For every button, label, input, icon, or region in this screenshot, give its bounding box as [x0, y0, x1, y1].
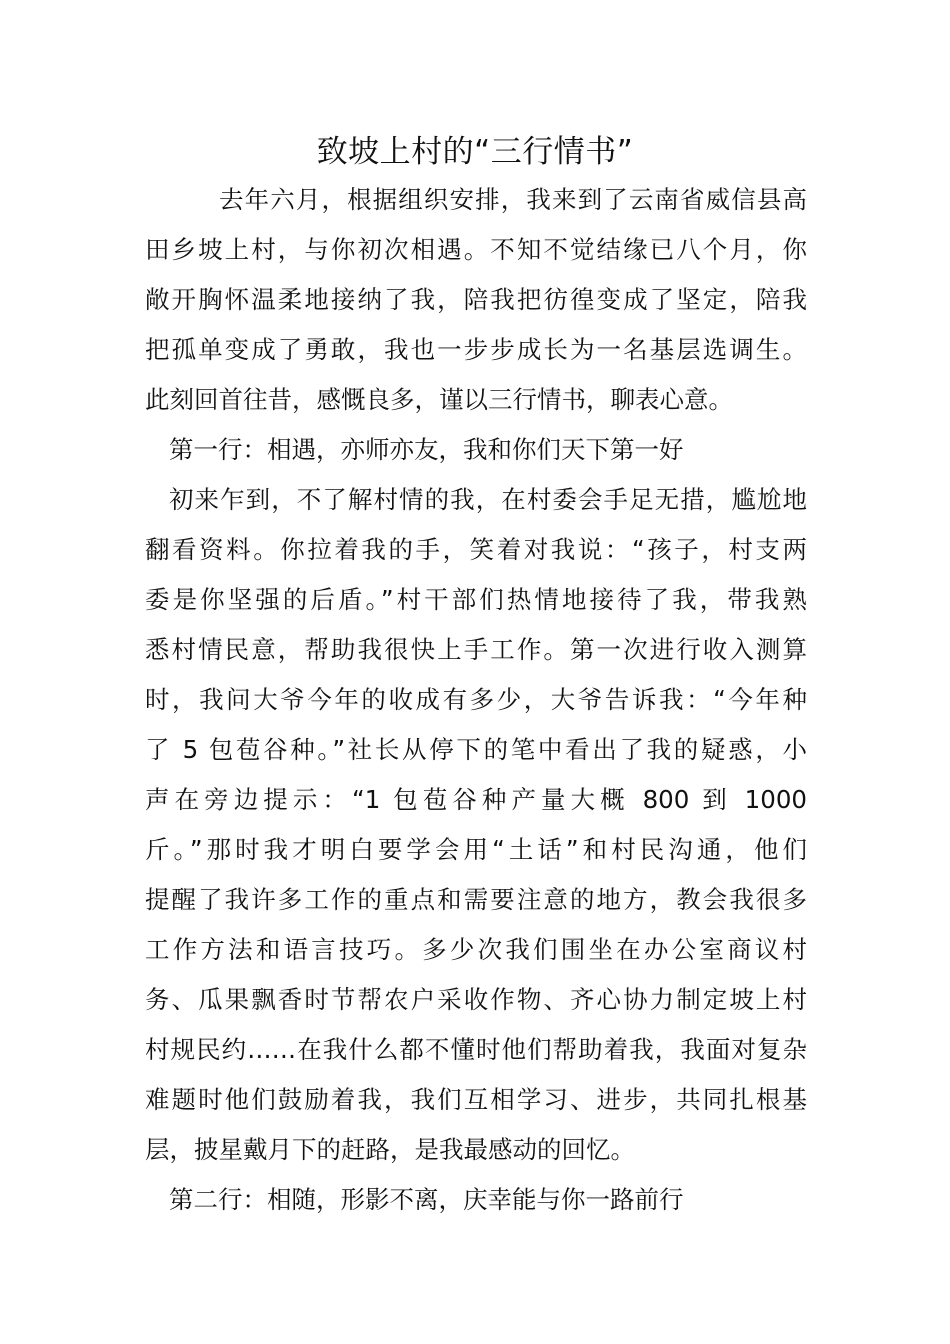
paragraph-line: 村规民约……在我什么都不懂时他们帮助着我，我面对复杂 — [145, 1035, 807, 1064]
paragraph-line: 斤。”那时我才明白要学会用“土话”和村民沟通，他们 — [145, 835, 807, 864]
paragraph-line: 声在旁边提示：“1 包苞谷种产量大概 800 到 1000 — [145, 785, 807, 814]
section-heading: 第一行：相遇，亦师亦友，我和你们天下第一好 — [169, 435, 684, 464]
paragraph-line: 难题时他们鼓励着我，我们互相学习、进步，共同扎根基 — [145, 1085, 807, 1114]
paragraph-line: 提醒了我许多工作的重点和需要注意的地方，教会我很多 — [145, 885, 807, 914]
paragraph-line: 工作方法和语言技巧。多少次我们围坐在办公室商议村 — [145, 935, 807, 964]
paragraph-line: 翻看资料。你拉着我的手，笑着对我说：“孩子，村支两 — [145, 535, 807, 564]
paragraph-line: 此刻回首往昔，感慨良多，谨以三行情书，聊表心意。 — [145, 385, 733, 414]
paragraph-line: 初来乍到，不了解村情的我，在村委会手足无措，尴尬地 — [169, 485, 807, 514]
paragraph-line: 悉村情民意，帮助我很快上手工作。第一次进行收入测算 — [145, 635, 807, 664]
paragraph-line: 敞开胸怀温柔地接纳了我，陪我把彷徨变成了坚定，陪我 — [145, 285, 807, 314]
document-title: 致坡上村的“三行情书” — [316, 134, 634, 170]
paragraph-line: 把孤单变成了勇敢，我也一步步成长为一名基层选调生。 — [145, 335, 807, 364]
paragraph-line: 了 5 包苞谷种。”社长从停下的笔中看出了我的疑惑，小 — [145, 735, 807, 764]
paragraph-line: 务、瓜果飘香时节帮农户采收作物、齐心协力制定坡上村 — [145, 985, 807, 1014]
section-heading: 第二行：相随，形影不离，庆幸能与你一路前行 — [169, 1185, 684, 1214]
paragraph-line: 层，披星戴月下的赶路，是我最感动的回忆。 — [145, 1135, 635, 1164]
paragraph-line: 去年六月，根据组织安排，我来到了云南省威信县高 — [219, 185, 807, 214]
paragraph-line: 委是你坚强的后盾。”村干部们热情地接待了我，带我熟 — [145, 585, 807, 614]
paragraph-line: 田乡坡上村，与你初次相遇。不知不觉结缘已八个月，你 — [145, 235, 807, 264]
paragraph-line: 时，我问大爷今年的收成有多少，大爷告诉我：“今年种 — [145, 685, 807, 714]
